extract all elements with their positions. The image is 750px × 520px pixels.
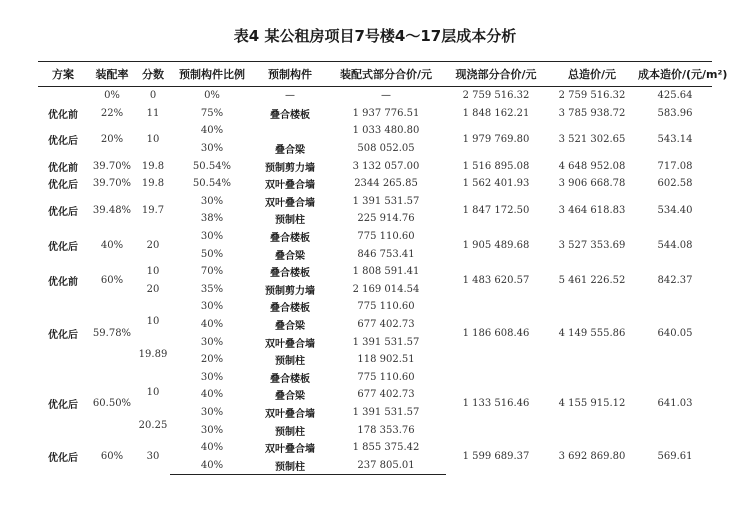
ratio-cell: 50.54% (192, 178, 232, 190)
score-cell: 19.7 (141, 204, 165, 216)
scheme-cell (38, 87, 88, 105)
table-row (38, 228, 712, 246)
table-row (38, 105, 712, 123)
rate-cell: 0% (104, 90, 120, 102)
ratio-cell: 30% (200, 231, 224, 243)
ratio-cell: 30% (200, 406, 224, 418)
ratio-cell: 30% (200, 424, 224, 436)
cast-price-cell: 1 483 620.57 (462, 275, 530, 287)
component-cell: 双叶叠合墙 (265, 338, 315, 350)
ratio-cell: 30% (200, 301, 224, 313)
col-assembly-rate: 装配率 (88, 62, 136, 87)
ratio-cell: 70% (200, 266, 224, 278)
cast-price-cell: 1 562 401.93 (462, 178, 530, 190)
rate-cell: 40% (100, 239, 124, 251)
score-cell: 30 (146, 451, 160, 463)
scheme-cell: 优化前 (48, 162, 78, 174)
rate-cell: 39.70% (92, 160, 132, 172)
cast-price-cell: 2 759 516.32 (462, 90, 530, 102)
component-cell: 双叶叠合墙 (265, 408, 315, 420)
component-cell: 双叶叠合墙 (265, 197, 315, 209)
unit-cost-cell: 641.03 (657, 398, 693, 410)
cast-price-cell: 1 847 172.50 (462, 204, 530, 216)
ratio-cell: 40% (200, 125, 224, 137)
ratio-cell: 0% (204, 90, 220, 102)
assembly-price-cell: — (381, 90, 391, 102)
cast-price-cell: 1 516 895.08 (462, 160, 530, 172)
component-cell: 叠合楼板 (270, 373, 310, 385)
component-cell: 叠合楼板 (270, 268, 310, 280)
component-cell (254, 122, 326, 140)
scheme-cell: 优化后 (48, 400, 78, 412)
component-cell: 预制剪力墙 (265, 162, 315, 174)
ratio-cell: 40% (200, 319, 224, 331)
score-cell (136, 369, 170, 439)
col-score: 分数 (136, 62, 170, 87)
table-row (38, 298, 712, 316)
unit-cost-cell: 544.08 (657, 239, 693, 251)
component-cell: 双叶叠合墙 (265, 180, 315, 192)
ratio-cell: 40% (200, 442, 224, 454)
cast-price-cell: 1 133 516.46 (462, 398, 530, 410)
unit-cost-cell: 425.64 (657, 90, 693, 102)
assembly-price-cell: 1 855 375.42 (352, 442, 420, 454)
scheme-cell: 优化后 (48, 453, 78, 465)
table-row (38, 193, 712, 211)
component-cell: — (285, 90, 295, 102)
ratio-cell: 40% (170, 456, 254, 474)
assembly-price-cell: 1 391 531.57 (352, 406, 420, 418)
table-title: 表4 某公租房项目7号楼4～17层成本分析 (233, 27, 517, 45)
component-cell: 叠合楼板 (270, 233, 310, 245)
score-cell: 10 (146, 134, 160, 146)
total-price-cell: 2 759 516.32 (558, 90, 626, 102)
total-price-cell: 3 464 618.83 (558, 204, 626, 216)
table-row (38, 369, 712, 387)
total-price-cell: 3 521 302.65 (558, 134, 626, 146)
ratio-cell: 35% (200, 283, 224, 295)
table-row (38, 263, 712, 281)
rate-cell: 39.70% (92, 178, 132, 190)
rate-cell: 22% (100, 107, 124, 119)
col-cast-price: 现浇部分合价/元 (446, 62, 546, 87)
score-cell: 11 (146, 107, 160, 119)
component-cell: 叠合楼板 (270, 109, 310, 121)
assembly-price-cell: 118 902.51 (357, 354, 415, 366)
component-cell: 双叶叠合墙 (265, 444, 315, 456)
total-price-cell: 5 461 226.52 (558, 275, 626, 287)
ratio-cell: 30% (200, 371, 224, 383)
score-cell: 0 (149, 90, 157, 102)
scheme-cell: 优化前 (48, 109, 78, 121)
scheme-cell: 优化后 (48, 206, 78, 218)
rate-cell: 60% (100, 275, 124, 287)
component-cell: 叠合梁 (275, 321, 305, 333)
rate-cell: 59.78% (92, 327, 132, 339)
ratio-cell: 75% (200, 107, 224, 119)
assembly-price-cell: 3 132 057.00 (352, 160, 420, 172)
component-cell: 预制柱 (275, 215, 305, 227)
ratio-cell: 20% (200, 354, 224, 366)
col-total-price: 总造价/元 (546, 62, 638, 87)
assembly-price-cell: 237 805.01 (326, 456, 446, 474)
score-bottom: 20.25 (138, 419, 168, 431)
total-price-cell: 3 906 668.78 (558, 178, 626, 190)
col-unit-cost: 成本造价/(元/m²) (638, 62, 712, 87)
rate-cell: 60% (100, 451, 124, 463)
ratio-cell: 40% (200, 389, 224, 401)
total-price-cell: 3 527 353.69 (558, 239, 626, 251)
assembly-price-cell: 1 033 480.80 (352, 125, 420, 137)
col-assembly-price: 装配式部分合价/元 (326, 62, 446, 87)
assembly-price-cell: 1 808 591.41 (352, 266, 420, 278)
ratio-cell: 30% (200, 195, 224, 207)
unit-cost-cell: 842.37 (657, 275, 693, 287)
total-price-cell: 4 149 555.86 (558, 327, 626, 339)
table-row (38, 87, 712, 105)
score-cell: 10 (146, 266, 160, 278)
score-cell: 20 (146, 283, 160, 295)
ratio-cell: 30% (200, 336, 224, 348)
score-cell: 19.8 (141, 178, 165, 190)
rate-cell: 60.50% (92, 398, 132, 410)
assembly-price-cell: 775 110.60 (357, 301, 415, 313)
unit-cost-cell: 543.14 (657, 134, 693, 146)
rate-cell: 20% (100, 134, 124, 146)
component-cell: 预制柱 (275, 356, 305, 368)
table-row (38, 175, 712, 193)
component-cell: 叠合梁 (275, 145, 305, 157)
scheme-cell: 优化后 (48, 180, 78, 192)
col-component: 预制构件 (254, 62, 326, 87)
component-cell: 叠合楼板 (270, 303, 310, 315)
assembly-price-cell: 2344 265.85 (354, 178, 418, 190)
table-row (38, 157, 712, 175)
total-price-cell: 3 692 869.80 (558, 451, 626, 463)
assembly-price-cell: 178 353.76 (357, 424, 415, 436)
cast-price-cell: 1 848 162.21 (462, 107, 530, 119)
assembly-price-cell: 775 110.60 (357, 371, 415, 383)
assembly-price-cell: 677 402.73 (357, 319, 415, 331)
score-cell: 19.8 (141, 160, 165, 172)
ratio-cell: 38% (200, 213, 224, 225)
ratio-cell: 30% (200, 143, 224, 155)
ratio-cell: 50% (200, 248, 224, 260)
component-cell: 预制剪力墙 (265, 285, 315, 297)
table-row (38, 122, 712, 140)
scheme-cell: 优化后 (48, 136, 78, 148)
component-cell: 预制柱 (254, 456, 326, 474)
header-row (38, 62, 712, 87)
total-price-cell: 4 648 952.08 (558, 160, 626, 172)
assembly-price-cell: 508 052.05 (357, 143, 415, 155)
scheme-cell: 优化后 (48, 241, 78, 253)
scheme-cell: 优化前 (48, 277, 78, 289)
assembly-price-cell: 677 402.73 (357, 389, 415, 401)
unit-cost-cell: 640.05 (657, 327, 693, 339)
unit-cost-cell: 534.40 (657, 204, 693, 216)
score-cell: 20 (146, 239, 160, 251)
cast-price-cell: 1 186 608.46 (462, 327, 530, 339)
unit-cost-cell: 717.08 (657, 160, 693, 172)
cost-analysis-table (38, 61, 728, 475)
ratio-cell: 50.54% (192, 160, 232, 172)
assembly-price-cell: 846 753.41 (357, 248, 415, 260)
table-row (38, 439, 712, 457)
cast-price-cell: 1 905 489.68 (462, 239, 530, 251)
assembly-price-cell: 1 391 531.57 (352, 336, 420, 348)
unit-cost-cell: 583.96 (657, 107, 693, 119)
assembly-price-cell: 1 937 776.51 (352, 107, 420, 119)
cast-price-cell: 1 979 769.80 (462, 134, 530, 146)
component-cell: 叠合梁 (275, 250, 305, 262)
score-bottom: 19.89 (138, 349, 168, 361)
rate-cell: 39.48% (92, 204, 132, 216)
col-scheme: 方案 (38, 62, 88, 87)
assembly-price-cell: 2 169 014.54 (352, 283, 420, 295)
total-price-cell: 3 785 938.72 (558, 107, 626, 119)
score-top: 10 (146, 316, 160, 328)
col-component-ratio: 预制构件比例 (170, 62, 254, 87)
assembly-price-cell: 775 110.60 (357, 231, 415, 243)
assembly-price-cell: 1 391 531.57 (352, 195, 420, 207)
score-cell (136, 298, 170, 368)
total-price-cell: 4 155 915.12 (558, 398, 626, 410)
unit-cost-cell: 569.61 (657, 451, 693, 463)
component-cell: 叠合梁 (275, 391, 305, 403)
cast-price-cell: 1 599 689.37 (462, 451, 530, 463)
assembly-price-cell: 225 914.76 (357, 213, 415, 225)
scheme-cell: 优化后 (48, 329, 78, 341)
score-top: 10 (146, 386, 160, 398)
component-cell: 预制柱 (275, 426, 305, 438)
unit-cost-cell: 602.58 (657, 178, 693, 190)
